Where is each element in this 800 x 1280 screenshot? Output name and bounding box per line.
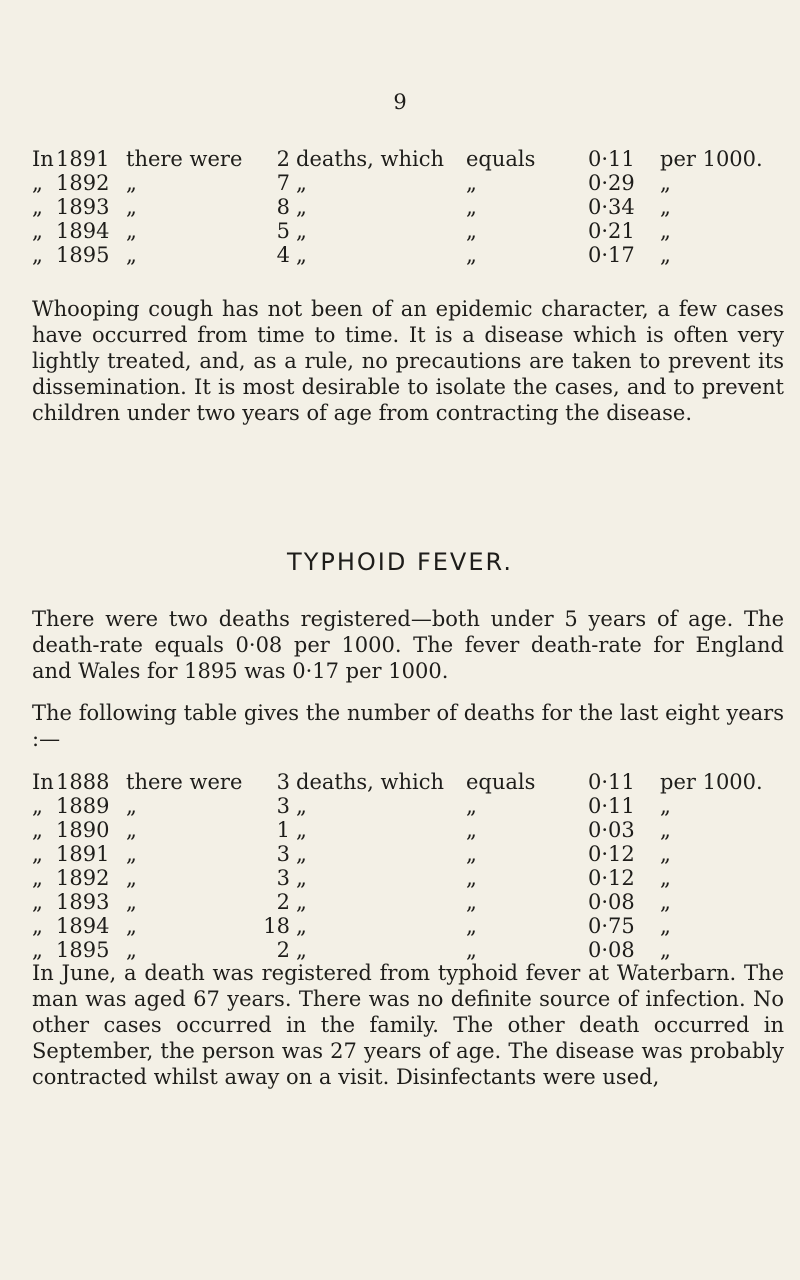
cell-lead: „ [32,195,43,219]
table-intro-paragraph: The following table gives the number of deaths for the last eight years :— [32,701,784,751]
cell-rate: 0·29 [588,171,635,195]
whooping-cough-paragraph: Whooping cough has not been of an epidemic character, a few cases have occurred from time to time. It is a disease which is often very lightly treated, and, as a rule, no precautions are taken to prevent its dissemination. It is most desirable to isolate the cases, and to prevent children under two years of age from contracting the disease. [32,297,784,425]
cell-w3: equals [466,770,536,794]
cell-w2: „ [296,842,307,866]
cell-count: 7 [276,171,290,195]
cell-year: 1895 [56,938,110,962]
cell-w3: „ [466,914,477,938]
cell-unit: „ [660,914,671,938]
cell-w1: „ [126,866,137,890]
cell-rate: 0·08 [588,938,635,962]
cell-w3: equals [466,147,536,171]
cell-unit: „ [660,219,671,243]
cell-unit: „ [660,866,671,890]
table-row [32,866,792,890]
cell-unit: „ [660,171,671,195]
section-heading-typhoid-fever: TYPHOID FEVER. [287,548,513,576]
june-death-paragraph: In June, a death was registered from typhoid fever at Waterbarn. The man was aged 67 years. There was no definite source of infection. No other cases occurred in the family. The other death occurred in September, the person was 27 years of age. The disease was probably contracted whilst away on a visit. Disinfectants were used, [32,961,784,1089]
cell-count: 3 [276,794,290,818]
table-row [32,938,792,962]
table-row [32,818,792,842]
cell-w1: „ [126,890,137,914]
cell-w2: deaths, which [296,770,444,794]
cell-w1: „ [126,938,137,962]
cell-year: 1890 [56,818,110,842]
cell-lead: „ [32,818,43,842]
cell-w2: „ [296,219,307,243]
table-row [32,842,792,866]
table-row [32,219,792,243]
cell-year: 1893 [56,195,110,219]
whooping-cough-deaths-table [32,147,792,267]
cell-rate: 0·21 [588,219,635,243]
cell-rate: 0·75 [588,914,635,938]
cell-w2: „ [296,866,307,890]
cell-w1: „ [126,818,137,842]
cell-count: 3 [276,866,290,890]
cell-year: 1891 [56,842,110,866]
cell-w1: „ [126,219,137,243]
cell-unit: „ [660,818,671,842]
cell-lead: „ [32,842,43,866]
typhoid-deaths-table [32,770,792,962]
cell-count: 18 [263,914,290,938]
cell-rate: 0·12 [588,866,635,890]
cell-year: 1892 [56,866,110,890]
cell-lead: „ [32,890,43,914]
cell-unit: „ [660,938,671,962]
cell-w2: „ [296,818,307,842]
cell-lead: „ [32,866,43,890]
cell-w3: „ [466,842,477,866]
cell-lead: „ [32,938,43,962]
cell-year: 1892 [56,171,110,195]
cell-w3: „ [466,794,477,818]
cell-w2: „ [296,195,307,219]
cell-w1: „ [126,794,137,818]
cell-unit: per 1000. [660,147,763,171]
cell-year: 1889 [56,794,110,818]
cell-lead: „ [32,219,43,243]
cell-w1: there were [126,770,243,794]
cell-w3: „ [466,195,477,219]
cell-rate: 0·11 [588,770,635,794]
cell-rate: 0·12 [588,842,635,866]
cell-lead: „ [32,914,43,938]
cell-count: 2 [276,147,290,171]
table-row [32,243,792,267]
cell-count: 1 [276,818,290,842]
table-row [32,794,792,818]
cell-w1: there were [126,147,243,171]
cell-w2: „ [296,243,307,267]
cell-unit: „ [660,794,671,818]
cell-w2: „ [296,890,307,914]
typhoid-deaths-paragraph: There were two deaths registered—both under 5 years of age. The death-rate equals 0·08 per 1000. The fever death-rate for England and Wales for 1895 was 0·17 per 1000. [32,607,784,683]
cell-w2: deaths, which [296,147,444,171]
cell-w1: „ [126,842,137,866]
cell-w3: „ [466,219,477,243]
cell-count: 8 [276,195,290,219]
table-row [32,770,792,794]
cell-count: 5 [276,219,290,243]
cell-w3: „ [466,818,477,842]
cell-unit: „ [660,243,671,267]
cell-rate: 0·03 [588,818,635,842]
cell-w3: „ [466,866,477,890]
cell-w2: „ [296,171,307,195]
cell-year: 1894 [56,219,110,243]
cell-rate: 0·08 [588,890,635,914]
cell-w3: „ [466,938,477,962]
cell-year: 1895 [56,243,110,267]
table-row [32,147,792,171]
page-number: 9 [393,90,407,114]
cell-unit: „ [660,195,671,219]
table-row [32,171,792,195]
cell-rate: 0·34 [588,195,635,219]
cell-unit: „ [660,842,671,866]
cell-w1: „ [126,171,137,195]
table-row [32,914,792,938]
table-row [32,195,792,219]
cell-w1: „ [126,914,137,938]
cell-lead: In [32,147,54,171]
cell-rate: 0·11 [588,147,635,171]
cell-count: 2 [276,890,290,914]
cell-year: 1893 [56,890,110,914]
table-row [32,890,792,914]
cell-rate: 0·11 [588,794,635,818]
cell-rate: 0·17 [588,243,635,267]
cell-w1: „ [126,195,137,219]
cell-year: 1888 [56,770,110,794]
cell-count: 4 [276,243,290,267]
cell-lead: „ [32,171,43,195]
cell-w2: „ [296,914,307,938]
cell-w2: „ [296,938,307,962]
cell-unit: „ [660,890,671,914]
cell-year: 1891 [56,147,110,171]
cell-w3: „ [466,171,477,195]
cell-unit: per 1000. [660,770,763,794]
cell-count: 3 [276,842,290,866]
cell-count: 2 [276,938,290,962]
cell-w2: „ [296,794,307,818]
cell-w1: „ [126,243,137,267]
cell-lead: „ [32,243,43,267]
cell-count: 3 [276,770,290,794]
cell-year: 1894 [56,914,110,938]
cell-w3: „ [466,243,477,267]
cell-w3: „ [466,890,477,914]
cell-lead: „ [32,794,43,818]
cell-lead: In [32,770,54,794]
